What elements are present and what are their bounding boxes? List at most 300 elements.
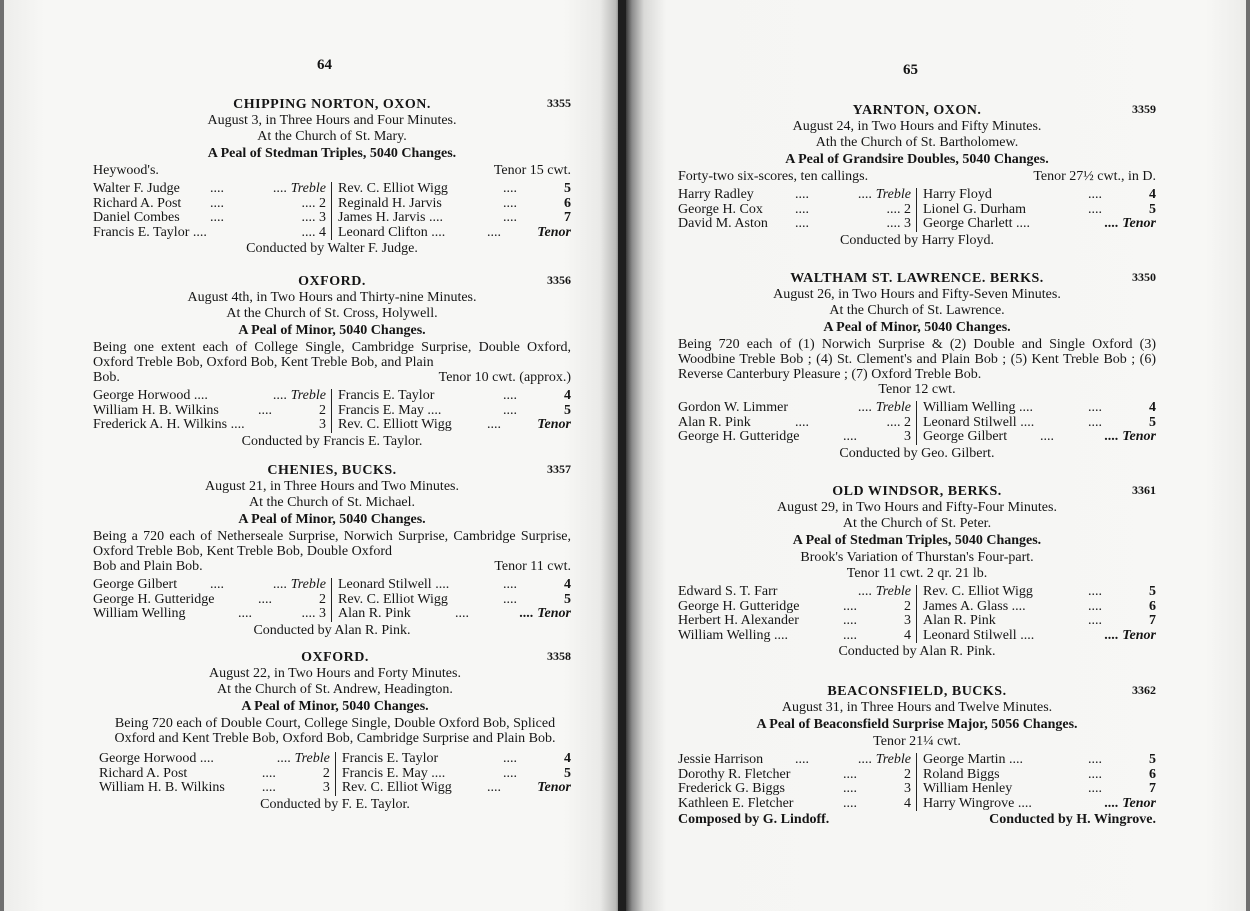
ringer-name: Francis E. Taylor — [338, 388, 435, 403]
ringers-table — [678, 753, 1156, 811]
peal-date: August 24, in Two Hours and Fifty Minutes. — [792, 119, 1042, 134]
ringer-bell: .... Treble — [858, 584, 911, 599]
ringer-dots: .... — [261, 765, 276, 781]
ringer-bell: 3 — [319, 417, 326, 432]
conductor-line: Conducted by Francis E. Taylor. — [241, 433, 423, 449]
peal-record — [678, 102, 1156, 249]
ringer-dots: .... — [1088, 187, 1102, 202]
ringer-name: Rev. C. Elliot Wigg — [338, 591, 448, 607]
ringer-bell: 6 — [1149, 598, 1156, 614]
ringer-dots: .... — [843, 795, 857, 811]
ringer-name: Francis E. May .... — [341, 765, 446, 781]
ringer-row — [678, 629, 911, 644]
peal-heading: A Peal of Minor, 5040 Changes. — [238, 323, 426, 338]
ringer-dots: .... — [843, 429, 857, 444]
peal-record — [678, 483, 1156, 660]
ringers-table — [93, 389, 571, 433]
ringer-row — [678, 416, 911, 431]
ringer-dots: .... — [503, 210, 517, 225]
ringer-dots: .... — [210, 210, 224, 225]
ringer-row — [338, 404, 571, 419]
composition-note: Brook's Variation of Thurstan's Four-part. — [800, 550, 1034, 565]
ringers-table — [678, 585, 1156, 643]
ringer-name: George Horwood .... — [99, 751, 214, 766]
peal-heading: A Peal of Minor, 5040 Changes. — [823, 320, 1011, 335]
ringer-name: William H. B. Wilkins — [93, 402, 219, 418]
peal-record — [678, 270, 1156, 462]
ringer-dots: .... — [210, 181, 224, 196]
ringer-row — [923, 753, 1156, 768]
method-note: Heywood's. — [93, 163, 159, 178]
ringer-row — [99, 767, 330, 782]
ringer-row — [338, 607, 571, 622]
ringer-row — [923, 188, 1156, 203]
ringer-row — [338, 578, 571, 593]
ringer-bell: 4 — [904, 627, 911, 643]
ringer-name: James A. Glass .... — [923, 598, 1026, 614]
ringer-name: Roland Biggs — [923, 766, 1000, 782]
ringer-dots: .... — [843, 598, 857, 614]
peal-record — [93, 96, 571, 257]
ringer-dots: .... — [795, 752, 809, 767]
ringer-bell: .... Treble — [858, 752, 911, 767]
tenor-weight: Tenor 15 cwt. — [493, 163, 571, 178]
description-tenor-row — [93, 559, 571, 575]
ringer-name: Alan R. Pink — [923, 613, 996, 628]
ringer-row — [338, 211, 571, 226]
ringer-dots: .... — [795, 414, 809, 430]
page-number: 64 — [317, 57, 332, 73]
ringer-name: Harry Wingrove .... — [923, 795, 1032, 811]
ringer-bell: .... Treble — [273, 577, 326, 592]
ringer-dots: .... — [258, 402, 272, 418]
ringer-dots: .... — [1088, 598, 1102, 614]
ringer-row — [923, 217, 1156, 232]
tenor-weight: Tenor 11 cwt. 2 qr. 21 lb. — [846, 566, 988, 581]
peal-title: WALTHAM ST. LAWRENCE. BERKS. — [790, 271, 1044, 286]
ringer-row — [678, 768, 911, 783]
ringer-dots: .... — [1040, 429, 1054, 444]
peal-title: CHIPPING NORTON, OXON. — [233, 97, 431, 112]
ringer-name: Reginald H. Jarvis — [338, 195, 442, 211]
peal-number: 3355 — [547, 96, 571, 110]
ringer-bell: .... 3 — [886, 216, 911, 231]
ringer-row — [342, 752, 571, 767]
peal-church: At the Church of St. Peter. — [842, 516, 992, 531]
ringers-left-column — [99, 752, 336, 796]
method-description: Being one extent each of College Single, Cambridge Surprise, Double Oxford, Oxford Treble Bob, Oxford Bob, Kent Treble Bob, and Plain — [93, 340, 571, 370]
ringer-name: William Welling .... — [923, 400, 1034, 415]
ringer-row — [678, 188, 911, 203]
ringer-name: Edward S. T. Farr — [678, 584, 778, 599]
ringer-bell: 2 — [319, 591, 326, 607]
ringer-dots: .... — [487, 224, 501, 240]
ringer-dots: .... — [1088, 752, 1102, 767]
ringer-bell: 3 — [904, 613, 911, 628]
ringer-dots: .... — [210, 577, 224, 592]
peal-church: At the Church of St. Andrew, Headington. — [217, 682, 453, 697]
ringer-name: Rev. C. Elliot Wigg — [338, 181, 448, 196]
ringer-row — [923, 416, 1156, 431]
ringer-row — [93, 607, 326, 622]
ringer-row — [923, 600, 1156, 615]
peal-title: BEACONSFIELD, BUCKS. — [827, 684, 1007, 699]
ringer-bell: .... 3 — [301, 210, 326, 225]
ringer-name: Dorothy R. Fletcher — [678, 766, 791, 782]
ringer-row — [93, 182, 326, 197]
ringer-bell: 4 — [1149, 187, 1156, 202]
ringer-bell: 5 — [564, 181, 571, 196]
peal-heading: A Peal of Stedman Triples, 5040 Changes. — [207, 146, 457, 161]
ringer-name: Rev. C. Elliot Wigg — [923, 584, 1033, 599]
ringer-bell: 4 — [564, 577, 571, 592]
ringer-name: Gordon W. Limmer — [678, 400, 789, 415]
ringer-row — [93, 197, 326, 212]
peal-number: 3362 — [1132, 683, 1156, 697]
tenor-weight: Tenor 27½ cwt., in D. — [1033, 169, 1156, 184]
ringer-dots: .... — [238, 606, 252, 621]
peal-record — [93, 273, 571, 450]
peal-number: 3359 — [1132, 102, 1156, 116]
ringer-row — [93, 418, 326, 433]
ringer-dots: .... — [1088, 781, 1102, 796]
ringer-row — [93, 404, 326, 419]
ringers-right-column — [332, 578, 571, 622]
ringers-table — [93, 578, 571, 622]
ringers-right-column — [332, 182, 571, 240]
ringer-dots — [258, 418, 296, 433]
ringer-name: Rev. C. Elliott Wigg — [338, 417, 452, 432]
ringer-bell: .... 2 — [886, 414, 911, 430]
ringer-dots: .... — [1088, 414, 1102, 430]
ringers-right-column — [917, 401, 1156, 445]
ringer-bell: .... Treble — [273, 181, 326, 196]
ringer-name: William Welling .... — [678, 627, 789, 643]
ringer-dots — [1040, 797, 1078, 812]
ringer-dots — [1040, 217, 1078, 232]
ringers-left-column — [93, 578, 332, 622]
peal-heading: A Peal of Minor, 5040 Changes. — [238, 512, 426, 527]
ringer-bell: 6 — [564, 195, 571, 211]
peal-record — [99, 649, 571, 813]
description-end: Bob. — [93, 370, 120, 385]
ringer-row — [923, 629, 1156, 644]
ringer-row — [338, 418, 571, 433]
ringer-row — [93, 593, 326, 608]
ringer-row — [99, 781, 330, 796]
ringer-row — [93, 578, 326, 593]
conductor-line: Conducted by F. E. Taylor. — [260, 796, 410, 812]
ringer-row — [923, 614, 1156, 629]
ringer-bell: .... 3 — [301, 606, 326, 621]
ringer-bell: Tenor — [537, 417, 571, 432]
ringer-bell: 7 — [1149, 613, 1156, 628]
ringer-row — [338, 389, 571, 404]
ringer-row — [678, 585, 911, 600]
method-note: Forty-two six-scores, ten callings. — [678, 169, 869, 184]
ringer-bell: Tenor — [537, 780, 571, 795]
ringer-dots — [795, 585, 833, 600]
ringer-name: George Martin .... — [923, 752, 1024, 767]
conductor-line: Conducted by Geo. Gilbert. — [839, 445, 995, 461]
peal-date: August 21, in Three Hours and Two Minutes. — [205, 479, 459, 494]
tenor-weight: Tenor 10 cwt. (approx.) — [438, 370, 571, 385]
ringer-bell: .... Treble — [858, 187, 911, 202]
peal-church: Ath the Church of St. Bartholomew. — [815, 135, 1019, 150]
ringer-name: George Charlett .... — [923, 216, 1031, 231]
peal-church: At the Church of St. Lawrence. — [829, 303, 1005, 318]
ringers-left-column — [93, 182, 332, 240]
ringer-dots: .... — [843, 627, 857, 643]
peal-title: OLD WINDSOR, BERKS. — [832, 484, 1002, 499]
ringer-row — [678, 614, 911, 629]
ringer-dots: .... — [503, 577, 517, 592]
ringer-name: Frederick G. Biggs — [678, 781, 785, 796]
peal-number: 3361 — [1132, 483, 1156, 497]
ringer-row — [338, 182, 571, 197]
ringer-name: Daniel Combes — [93, 210, 180, 225]
peal-heading: A Peal of Grandsire Doubles, 5040 Changes. — [785, 152, 1049, 167]
peal-number: 3350 — [1132, 270, 1156, 284]
ringer-bell: .... Tenor — [1104, 795, 1156, 811]
ringer-name: Leonard Stilwell .... — [923, 627, 1035, 643]
ringer-dots: .... — [210, 195, 224, 211]
ringer-name: Francis E. May .... — [338, 402, 442, 418]
ringer-dots: .... — [258, 591, 272, 607]
ringer-row — [923, 797, 1156, 812]
ringers-left-column — [678, 753, 917, 811]
ringer-bell: 3 — [904, 429, 911, 444]
ringer-bell: 5 — [1149, 201, 1156, 217]
ringer-name: Kathleen E. Fletcher — [678, 795, 794, 811]
method-description: Being 720 each of (1) Norwich Surprise & (2) Double and Single Oxford (3) Woodbine Treble Bob ; (4) St. Clement's and Plain Bob ; (5) Kent Treble Bob ; (6) Reverse Canterbury Pleasure ; (7) Oxford Treble Bob. — [678, 337, 1156, 382]
ringer-dots: .... — [503, 591, 517, 607]
ringer-row — [678, 401, 911, 416]
peal-date: August 3, in Three Hours and Four Minutes. — [207, 113, 457, 128]
ringer-row — [93, 211, 326, 226]
ringers-table — [93, 182, 571, 240]
peal-heading: A Peal of Stedman Triples, 5040 Changes. — [792, 533, 1042, 548]
ringer-bell: 5 — [564, 591, 571, 607]
description-end: Bob and Plain Bob. — [93, 559, 203, 574]
ringer-dots: .... — [261, 780, 276, 795]
ringer-row — [338, 226, 571, 241]
ringer-row — [678, 203, 911, 218]
ringer-name: Walter F. Judge — [93, 181, 180, 196]
peal-date: August 26, in Two Hours and Fifty-Seven Minutes. — [773, 287, 1061, 302]
ringer-bell: 4 — [564, 751, 571, 766]
ringer-dots: .... — [1088, 584, 1102, 599]
ringer-row — [678, 753, 911, 768]
ringer-dots: .... — [1088, 400, 1102, 415]
ringers-left-column — [93, 389, 332, 433]
ringer-dots — [214, 752, 252, 767]
ringer-name: Jessie Harrison — [678, 752, 764, 767]
ringer-name: Francis E. Taylor .... — [93, 224, 207, 240]
ringers-right-column — [917, 753, 1156, 811]
composer-line: Composed by G. Lindoff. — [678, 812, 830, 827]
method-description: Being 720 each of Double Court, College Single, Double Oxford Bob, Spliced Oxford and Kent Treble Bob, Oxford Bob, Cambridge Surprise and Plain Bob. — [114, 716, 556, 746]
ringer-name: William Welling — [93, 606, 186, 621]
ringer-bell: 5 — [564, 402, 571, 418]
method-description: Being a 720 each of Netherseale Surprise, Norwich Surprise, Cambridge Surprise, Oxford Treble Bob, Kent Treble Bob, Double Oxford — [93, 529, 571, 559]
ringers-right-column — [917, 188, 1156, 232]
ringer-dots: .... — [795, 187, 809, 202]
ringer-row — [678, 600, 911, 615]
peal-church: At the Church of St. Michael. — [248, 495, 416, 510]
ringer-bell: 3 — [322, 780, 330, 795]
peal-date: August 29, in Two Hours and Fifty-Four Minutes. — [777, 500, 1057, 515]
ringer-name: Alan R. Pink — [678, 414, 751, 430]
ringer-row — [678, 430, 911, 445]
ringer-name: George Gilbert — [923, 429, 1008, 444]
ringer-name: George H. Cox — [678, 201, 763, 217]
page-number: 65 — [903, 62, 918, 78]
tenor-weight: Tenor 12 cwt. — [878, 382, 956, 397]
peal-title: YARNTON, OXON. — [852, 103, 982, 118]
ringer-dots: .... — [1088, 201, 1102, 217]
ringer-bell: 4 — [904, 795, 911, 811]
ringer-name: David M. Aston — [678, 216, 768, 231]
peal-heading: A Peal of Minor, 5040 Changes. — [241, 699, 429, 714]
peal-record — [678, 683, 1156, 828]
peal-number: 3357 — [547, 462, 571, 476]
ringer-bell: .... Tenor — [1104, 216, 1156, 231]
ringers-right-column — [336, 752, 571, 796]
peal-record — [93, 462, 571, 639]
ringer-name: Harry Floyd — [923, 187, 992, 202]
ringer-name: Lionel G. Durham — [923, 201, 1027, 217]
ringer-name: George H. Gutteridge — [93, 591, 215, 607]
ringers-left-column — [678, 585, 917, 643]
ringer-bell: 2 — [319, 402, 326, 418]
ringer-bell: .... Treble — [273, 388, 326, 403]
conductor-line: Conducted by Walter F. Judge. — [246, 241, 418, 256]
ringer-row — [338, 197, 571, 212]
ringers-table — [99, 752, 571, 796]
ringer-name: Francis E. Taylor — [341, 751, 439, 766]
ringer-dots: .... — [795, 201, 809, 217]
peal-date: August 31, in Three Hours and Twelve Minutes. — [781, 700, 1053, 715]
ringer-row — [342, 781, 571, 796]
peal-number: 3358 — [547, 649, 571, 663]
ringer-row — [678, 217, 911, 232]
ringer-row — [338, 593, 571, 608]
ringer-dots — [1040, 629, 1078, 644]
ringer-dots: .... — [503, 751, 517, 766]
ringer-bell: 5 — [564, 765, 571, 781]
ringer-bell: .... 2 — [886, 201, 911, 217]
tenor-weight: Tenor 11 cwt. — [494, 559, 571, 574]
ringer-row — [923, 768, 1156, 783]
ringer-row — [923, 430, 1156, 445]
ringer-dots: .... — [1088, 766, 1102, 782]
ringer-bell: 7 — [1149, 781, 1156, 796]
ringers-left-column — [678, 401, 917, 445]
peal-title: OXFORD. — [301, 650, 369, 665]
peal-title: OXFORD. — [298, 274, 366, 289]
ringer-name: William Henley — [923, 781, 1013, 796]
ringers-right-column — [332, 389, 571, 433]
ringer-dots: .... — [843, 781, 857, 796]
ringer-row — [923, 203, 1156, 218]
peal-date: August 4th, in Two Hours and Thirty-nine Minutes. — [187, 290, 477, 305]
ringer-dots: .... — [1088, 613, 1102, 628]
ringer-bell: 6 — [1149, 766, 1156, 782]
description-tenor-row — [93, 370, 571, 386]
ringer-name: Herbert H. Alexander — [678, 613, 799, 628]
ringer-name: Richard A. Post — [93, 195, 182, 211]
ringer-name: Richard A. Post — [99, 765, 188, 781]
conductor-line: Conducted by H. Wingrove. — [989, 812, 1156, 827]
peal-church: At the Church of St. Mary. — [257, 129, 407, 144]
ringer-row — [93, 226, 326, 241]
peal-church: At the Church of St. Cross, Holywell. — [226, 306, 438, 321]
ringer-row — [99, 752, 330, 767]
ringer-bell: 5 — [1149, 414, 1156, 430]
method-tenor-row — [93, 163, 571, 179]
ringer-row — [923, 401, 1156, 416]
ringer-row — [678, 782, 911, 797]
ringer-dots: .... — [455, 606, 469, 621]
ringer-row — [342, 767, 571, 782]
conductor-line: Conducted by Alan R. Pink. — [253, 622, 411, 638]
ringer-dots: .... — [503, 195, 517, 211]
ringer-bell: .... 4 — [301, 224, 326, 240]
ringer-bell: 2 — [322, 765, 330, 781]
ringer-dots — [210, 389, 248, 404]
ringer-bell: 4 — [564, 388, 571, 403]
right-page — [626, 0, 1246, 911]
method-tenor-row — [678, 169, 1156, 185]
ringer-name: George H. Gutteridge — [678, 429, 800, 444]
ringer-bell: 3 — [904, 781, 911, 796]
ringers-table — [678, 188, 1156, 232]
peal-heading: A Peal of Beaconsfield Surprise Major, 5056 Changes. — [756, 717, 1078, 732]
ringer-dots: .... — [503, 402, 517, 418]
ringer-row — [93, 389, 326, 404]
ringer-dots — [210, 226, 248, 241]
ringer-bell: Tenor — [537, 224, 571, 240]
ringer-dots — [795, 401, 833, 416]
ringer-dots: .... — [503, 181, 517, 196]
ringer-bell: 5 — [1149, 584, 1156, 599]
ringer-bell: .... Tenor — [519, 606, 571, 621]
ringer-name: George Horwood .... — [93, 388, 208, 403]
ringer-bell: 5 — [1149, 752, 1156, 767]
ringer-name: Leonard Stilwell .... — [923, 414, 1035, 430]
ringers-right-column — [917, 585, 1156, 643]
ringer-bell: .... 2 — [301, 195, 326, 211]
ringer-name: Rev. C. Elliot Wigg — [341, 780, 452, 795]
ringers-table — [678, 401, 1156, 445]
ringer-bell: 7 — [564, 210, 571, 225]
ringer-name: George Gilbert — [93, 577, 178, 592]
ringer-name: William H. B. Wilkins — [99, 780, 225, 795]
ringer-name: Harry Radley — [678, 187, 754, 202]
conductor-line: Conducted by Harry Floyd. — [840, 232, 994, 248]
ringer-name: Alan R. Pink — [338, 606, 411, 621]
ringer-bell: 2 — [904, 598, 911, 614]
ringer-dots: .... — [795, 216, 809, 231]
composer-conductor-row — [678, 811, 1156, 828]
ringer-row — [923, 585, 1156, 600]
ringer-bell: 4 — [1149, 400, 1156, 415]
tenor-weight: Tenor 21¼ cwt. — [873, 734, 961, 749]
ringer-bell: .... Tenor — [1104, 627, 1156, 643]
ringer-name: Leonard Stilwell .... — [338, 577, 450, 592]
ringers-left-column — [678, 188, 917, 232]
